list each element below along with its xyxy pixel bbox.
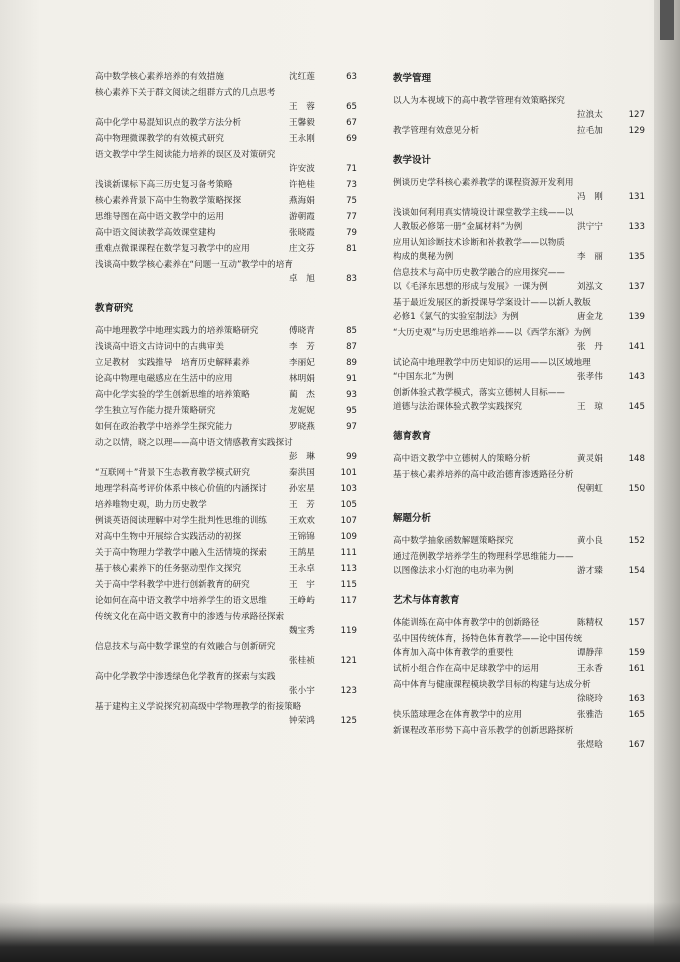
- entry-page-number: 69: [346, 134, 357, 144]
- toc-entry[interactable]: [393, 708, 645, 722]
- entries-list-b: [95, 324, 357, 728]
- entry-author: 张桂祯: [289, 656, 315, 666]
- entry-title: 论高中物理电磁感应在生活中的应用: [95, 374, 233, 384]
- toc-entry[interactable]: [393, 266, 645, 294]
- entry-page-number: 150: [628, 484, 645, 494]
- entries-moral: [393, 452, 645, 496]
- toc-entry[interactable]: [95, 372, 357, 386]
- entry-page-number: 113: [340, 564, 357, 574]
- toc-entry[interactable]: [393, 678, 645, 706]
- entry-title: 弘中国传统体育，扬特色体育教学——论中国传统: [393, 634, 583, 644]
- entry-meta-line: [393, 646, 645, 660]
- toc-entry[interactable]: [393, 534, 645, 548]
- entry-title-continued: 道德与法治课体验式教学实践探究: [393, 402, 522, 412]
- entry-title: 高中语文教学中立德树人的策略分析: [393, 454, 531, 464]
- entry-title: 通过范例教学培养学生的物理科学思维能力——: [393, 552, 574, 562]
- toc-entry[interactable]: [95, 466, 357, 480]
- toc-entry[interactable]: [95, 116, 357, 130]
- toc-entry[interactable]: [95, 226, 357, 240]
- entry-page-number: 63: [346, 72, 357, 82]
- entry-title-continued: 人教版必修第一册“金属材料”为例: [393, 222, 523, 232]
- toc-entry[interactable]: [393, 206, 645, 234]
- entry-title: 应用认知诊断技术诊断和补救教学——以物质: [393, 238, 565, 248]
- toc-entry[interactable]: [393, 452, 645, 466]
- entry-author: 唐金龙: [577, 312, 603, 322]
- entry-author: 张 丹: [577, 342, 603, 352]
- entries-design: [393, 176, 645, 414]
- toc-entry[interactable]: [393, 94, 645, 122]
- entry-page-number: 95: [346, 406, 357, 416]
- toc-entry[interactable]: [95, 670, 357, 698]
- entry-title: 高中语文阅读教学高效课堂建构: [95, 228, 216, 238]
- entry-page-number: 131: [628, 192, 645, 202]
- entry-author: 王永卓: [289, 564, 315, 574]
- entry-title: 试论高中地理教学中历史知识的运用——以区域地理: [393, 358, 591, 368]
- entry-page-number: 154: [628, 566, 645, 576]
- entries-list-a: [95, 70, 357, 286]
- entry-author: 李丽妃: [289, 358, 315, 368]
- entry-title: 基于核心素养下的任务驱动型作文探究: [95, 564, 242, 574]
- entry-meta-line: [393, 340, 645, 354]
- entry-page-number: 85: [346, 326, 357, 336]
- entry-author: 林明娟: [289, 374, 315, 384]
- entry-page-number: 101: [340, 468, 357, 478]
- entry-author: 张雅浩: [577, 710, 603, 720]
- entry-author: 张煜晗: [577, 740, 603, 750]
- entry-meta-line: [393, 310, 645, 324]
- entry-title: 高中化学实验的学生创新思维的培养策略: [95, 390, 250, 400]
- entry-title: 浅谈新课标下高三历史复习备考策略: [95, 180, 233, 190]
- entry-page-number: 123: [340, 686, 357, 696]
- entry-page-number: 125: [340, 716, 357, 726]
- entry-title: 高中化学教学中渗透绿色化学教育的探索与实践: [95, 672, 276, 682]
- entry-author: 卓 旭: [289, 274, 315, 284]
- entry-author: 张小宇: [289, 686, 315, 696]
- entry-author: 王峥屿: [289, 596, 315, 606]
- entry-title: 培养唯物史观，助力历史教学: [95, 500, 207, 510]
- entry-title: 浅谈如何利用真实情境设计课堂教学主线——以: [393, 208, 574, 218]
- toc-entry[interactable]: [95, 340, 357, 354]
- toc-entry[interactable]: [95, 178, 357, 192]
- entry-author: 许安波: [289, 164, 315, 174]
- entry-title: 高中数学抽象函数解题策略探究: [393, 536, 514, 546]
- entry-author: 王 琼: [577, 402, 603, 412]
- entry-meta-line: [393, 250, 645, 264]
- entry-meta-line: [95, 272, 357, 286]
- entries-arts: [393, 616, 645, 752]
- entry-page-number: 77: [346, 212, 357, 222]
- entry-title: 高中化学中易混知识点的教学方法分析: [95, 118, 242, 128]
- entry-title: 信息技术与高中数学课堂的有效融合与创新研究: [95, 642, 276, 652]
- entry-page-number: 163: [628, 694, 645, 704]
- entry-title-continued: 以图像法求小灯泡的电功率为例: [393, 566, 514, 576]
- spine-edge: [660, 0, 674, 40]
- entry-page-number: 115: [340, 580, 357, 590]
- entry-title: 学生独立写作能力提升策略研究: [95, 406, 216, 416]
- entry-author: 徐晓玲: [577, 694, 603, 704]
- entry-title: “大历史观”与历史思维培养——以《西学东渐》为例: [393, 328, 591, 338]
- entry-author: 王永香: [577, 664, 603, 674]
- entry-meta-line: [393, 280, 645, 294]
- left-column: [95, 70, 357, 730]
- entry-page-number: 75: [346, 196, 357, 206]
- entry-author: 游朝霞: [289, 212, 315, 222]
- entry-page-number: 107: [340, 516, 357, 526]
- toc-entry[interactable]: [95, 70, 357, 84]
- entry-title: 高中体育与健康课程模块教学目标的构建与达成分析: [393, 680, 591, 690]
- toc-entry[interactable]: [95, 700, 357, 728]
- entry-title: 关于高中物理力学教学中融入生活情境的探索: [95, 548, 267, 558]
- entry-meta-line: [393, 482, 645, 496]
- entry-page-number: 93: [346, 390, 357, 400]
- entry-author: 王 芳: [289, 500, 315, 510]
- entry-title: 新课程改革形势下高中音乐教学的创新思路探析: [393, 726, 574, 736]
- entry-author: 彭 琳: [289, 452, 315, 462]
- entry-meta-line: [95, 100, 357, 114]
- toc-entry[interactable]: [95, 578, 357, 592]
- entry-title: 基于建构主义学说探究初高级中学物理教学的衔接策略: [95, 702, 302, 712]
- toc-entry[interactable]: [95, 132, 357, 146]
- entry-title: 创新体验式教学模式，落实立德树人目标——: [393, 388, 565, 398]
- toc-entry[interactable]: [95, 86, 357, 114]
- entry-page-number: 103: [340, 484, 357, 494]
- entry-title: 语文教学中学生阅读能力培养的误区及对策研究: [95, 150, 276, 160]
- entry-meta-line: [393, 400, 645, 414]
- toc-entry[interactable]: [95, 546, 357, 560]
- entry-page-number: 89: [346, 358, 357, 368]
- entry-title: 体能训练在高中体育教学中的创新路径: [393, 618, 540, 628]
- entry-title: 试析小组合作在高中足球教学中的运用: [393, 664, 540, 674]
- toc-entry[interactable]: [393, 176, 645, 204]
- entry-page-number: 73: [346, 180, 357, 190]
- toc-entry[interactable]: [393, 356, 645, 384]
- toc-entry[interactable]: [393, 386, 645, 414]
- toc-entry[interactable]: [95, 356, 357, 370]
- toc-entry[interactable]: [95, 242, 357, 256]
- entry-page-number: 133: [628, 222, 645, 232]
- entry-page-number: 91: [346, 374, 357, 384]
- entry-meta-line: [393, 108, 645, 122]
- entry-author: 王 蓉: [289, 102, 315, 112]
- entry-author: 张孝伟: [577, 372, 603, 382]
- book-spine: [654, 0, 680, 962]
- entry-author: 许艳桂: [289, 180, 315, 190]
- entry-meta-line: [393, 692, 645, 706]
- entry-title: 基于最近发展区的新授课导学案设计——以新人教版: [393, 298, 591, 308]
- entry-page-number: 99: [346, 452, 357, 462]
- entry-page-number: 71: [346, 164, 357, 174]
- entry-title: 立足教材 实践推导 培育历史解释素养: [95, 358, 250, 368]
- section-heading-research: 教育研究: [95, 303, 134, 314]
- entry-title: 动之以情，晓之以理——高中语文情感教育实践探讨: [95, 438, 293, 448]
- entry-title: 例谈历史学科核心素养教学的课程资源开发利用: [393, 178, 574, 188]
- entry-page-number: 161: [628, 664, 645, 674]
- entry-page-number: 79: [346, 228, 357, 238]
- toc-entry[interactable]: [95, 210, 357, 224]
- toc-entry[interactable]: [95, 388, 357, 402]
- entry-author: 张晓霞: [289, 228, 315, 238]
- entry-page-number: 109: [340, 532, 357, 542]
- entries-solving: [393, 534, 645, 578]
- entry-author: 游才臻: [577, 566, 603, 576]
- entry-title: 传统文化在高中语文教育中的渗透与传承路径探索: [95, 612, 285, 622]
- entry-title: 高中地理教学中地理实践力的培养策略研究: [95, 326, 259, 336]
- entry-author: 王鹄星: [289, 548, 315, 558]
- entry-title: 快乐篮球理念在体育教学中的应用: [393, 710, 522, 720]
- toc-entry[interactable]: [95, 194, 357, 208]
- toc-entry[interactable]: [95, 436, 357, 464]
- entry-page-number: 121: [340, 656, 357, 666]
- entry-meta-line: [95, 654, 357, 668]
- entry-page-number: 145: [628, 402, 645, 412]
- toc-entry[interactable]: [95, 562, 357, 576]
- entry-page-number: 137: [628, 282, 645, 292]
- entry-author: 黄灵娟: [577, 454, 603, 464]
- entry-page-number: 97: [346, 422, 357, 432]
- toc-entry[interactable]: [393, 662, 645, 676]
- entry-author: 魏宝秀: [289, 626, 315, 636]
- entry-meta-line: [393, 190, 645, 204]
- entry-title: 基于核心素养培养的高中政治德育渗透路径分析: [393, 470, 574, 480]
- entry-author: 拉毛加: [577, 126, 603, 136]
- entry-page-number: 167: [628, 740, 645, 750]
- entry-author: 李 芳: [289, 342, 315, 352]
- entry-page-number: 105: [340, 500, 357, 510]
- entry-page-number: 119: [340, 626, 357, 636]
- toc-entry[interactable]: [95, 530, 357, 544]
- toc-entry[interactable]: [95, 594, 357, 608]
- toc-entry[interactable]: [95, 258, 357, 286]
- entry-title: 高中物理微课教学的有效模式研究: [95, 134, 224, 144]
- toc-entry[interactable]: [393, 724, 645, 752]
- entry-author: 庄文芬: [289, 244, 315, 254]
- entry-author: 冯 刚: [577, 192, 603, 202]
- entry-title: 核心素养下关于群文阅读之组群方式的几点思考: [95, 88, 276, 98]
- entry-page-number: 152: [628, 536, 645, 546]
- entry-title: 如何在政治教学中培养学生探究能力: [95, 422, 233, 432]
- section-heading-moral: 德育教育: [393, 431, 432, 442]
- toc-entry[interactable]: [95, 498, 357, 512]
- entry-meta-line: [393, 564, 645, 578]
- entry-author: 拉浪太: [577, 110, 603, 120]
- entry-author: 王锦锦: [289, 532, 315, 542]
- entry-title: 浅谈高中语文古诗词中的古典审美: [95, 342, 224, 352]
- right-column: [393, 70, 645, 754]
- entry-author: 龙妮妮: [289, 406, 315, 416]
- toc-entry[interactable]: [95, 514, 357, 528]
- entry-page-number: 157: [628, 618, 645, 628]
- entry-title: 关于高中学科教学中进行创新教育的研究: [95, 580, 250, 590]
- entry-title: “互联网＋”背景下生态教育教学模式研究: [95, 468, 250, 478]
- entry-page-number: 129: [628, 126, 645, 136]
- section-heading-solving: 解题分析: [393, 513, 432, 524]
- entry-page-number: 83: [346, 274, 357, 284]
- toc-entry[interactable]: [393, 616, 645, 630]
- entry-author: 孙宏星: [289, 484, 315, 494]
- entry-page-number: 117: [340, 596, 357, 606]
- entry-page-number: 67: [346, 118, 357, 128]
- entry-title: 对高中生物中开展综合实践活动的初探: [95, 532, 242, 542]
- entry-author: 李 丽: [577, 252, 603, 262]
- section-heading-management: 教学管理: [393, 73, 432, 84]
- toc-entry[interactable]: [95, 324, 357, 338]
- entry-author: 燕海娟: [289, 196, 315, 206]
- toc-entry[interactable]: [95, 148, 357, 176]
- toc-entry[interactable]: [393, 236, 645, 264]
- entry-page-number: 135: [628, 252, 645, 262]
- entry-title: 地理学科高考评价体系中核心价值的内涵探讨: [95, 484, 267, 494]
- entry-page-number: 141: [628, 342, 645, 352]
- entry-author: 陈精权: [577, 618, 603, 628]
- entry-page-number: 87: [346, 342, 357, 352]
- entry-title: 重难点微课课程在数学复习教学中的应用: [95, 244, 250, 254]
- entry-author: 黄小良: [577, 536, 603, 546]
- entry-meta-line: [393, 220, 645, 234]
- entry-author: 谭静萍: [577, 648, 603, 658]
- entry-title-continued: 必修1《氯气的实验室制法》为例: [393, 312, 519, 322]
- entry-author: 秦洪国: [289, 468, 315, 478]
- toc-entry[interactable]: [95, 420, 357, 434]
- entry-meta-line: [393, 738, 645, 752]
- entry-author: 罗晓燕: [289, 422, 315, 432]
- entry-author: 王馨毅: [289, 118, 315, 128]
- entry-author: 刘泓文: [577, 282, 603, 292]
- entry-title: 例谈英语阅读理解中对学生批判性思维的训练: [95, 516, 267, 526]
- entry-title-continued: 体育加入高中体育教学的重要性: [393, 648, 514, 658]
- entry-page-number: 139: [628, 312, 645, 322]
- entry-author: 钟荣鸿: [289, 716, 315, 726]
- toc-entry[interactable]: [393, 326, 645, 354]
- entry-title: 思维导图在高中语文教学中的运用: [95, 212, 224, 222]
- entry-author: 王欢欢: [289, 516, 315, 526]
- toc-entry[interactable]: [95, 640, 357, 668]
- entry-page-number: 148: [628, 454, 645, 464]
- entry-title-continued: 构成的奥秘为例: [393, 252, 454, 262]
- entry-meta-line: [95, 162, 357, 176]
- entry-author: 傅晓青: [289, 326, 315, 336]
- entry-title: 论如何在高中语文教学中培养学生的语文思维: [95, 596, 267, 606]
- toc-entry[interactable]: [95, 482, 357, 496]
- entry-page-number: 143: [628, 372, 645, 382]
- entry-title: 教学管理有效意见分析: [393, 126, 479, 136]
- scan-shadow: [0, 902, 680, 962]
- toc-entry[interactable]: [393, 632, 645, 660]
- entry-meta-line: [95, 624, 357, 638]
- entries-management: [393, 94, 645, 138]
- section-heading-design: 教学设计: [393, 155, 432, 166]
- entry-title: 高中数学核心素养培养的有效措施: [95, 72, 224, 82]
- entry-page-number: 159: [628, 648, 645, 658]
- toc-entry[interactable]: [95, 404, 357, 418]
- entry-title: 核心素养背景下高中生物教学策略探探: [95, 196, 242, 206]
- entry-title-continued: 以《毛泽东思想的形成与发展》一课为例: [393, 282, 548, 292]
- entry-meta-line: [95, 684, 357, 698]
- entry-title-continued: “中国东北”为例: [393, 372, 454, 382]
- entry-title: 浅谈高中数学核心素养在“问题一互动”教学中的培育: [95, 260, 293, 270]
- entry-meta-line: [393, 370, 645, 384]
- entry-page-number: 65: [346, 102, 357, 112]
- entry-meta-line: [95, 450, 357, 464]
- entry-page-number: 81: [346, 244, 357, 254]
- toc-entry[interactable]: [393, 468, 645, 496]
- entry-meta-line: [95, 714, 357, 728]
- toc-entry[interactable]: [393, 550, 645, 578]
- entry-title: 信息技术与高中历史教学融合的应用探究——: [393, 268, 565, 278]
- entry-page-number: 127: [628, 110, 645, 120]
- entry-author: 沈红莲: [289, 72, 315, 82]
- entry-author: 蔺 杰: [289, 390, 315, 400]
- entry-author: 倪朝虹: [577, 484, 603, 494]
- entry-page-number: 165: [628, 710, 645, 720]
- toc-entry[interactable]: [393, 296, 645, 324]
- section-heading-arts: 艺术与体育教育: [393, 595, 460, 606]
- entry-author: 洪宁宁: [577, 222, 603, 232]
- entry-author: 王 宇: [289, 580, 315, 590]
- entry-author: 王永刚: [289, 134, 315, 144]
- entry-title: 以人为本视域下的高中教学管理有效策略探究: [393, 96, 565, 106]
- toc-entry[interactable]: [95, 610, 357, 638]
- toc-entry[interactable]: [393, 124, 645, 138]
- entry-page-number: 111: [340, 548, 357, 558]
